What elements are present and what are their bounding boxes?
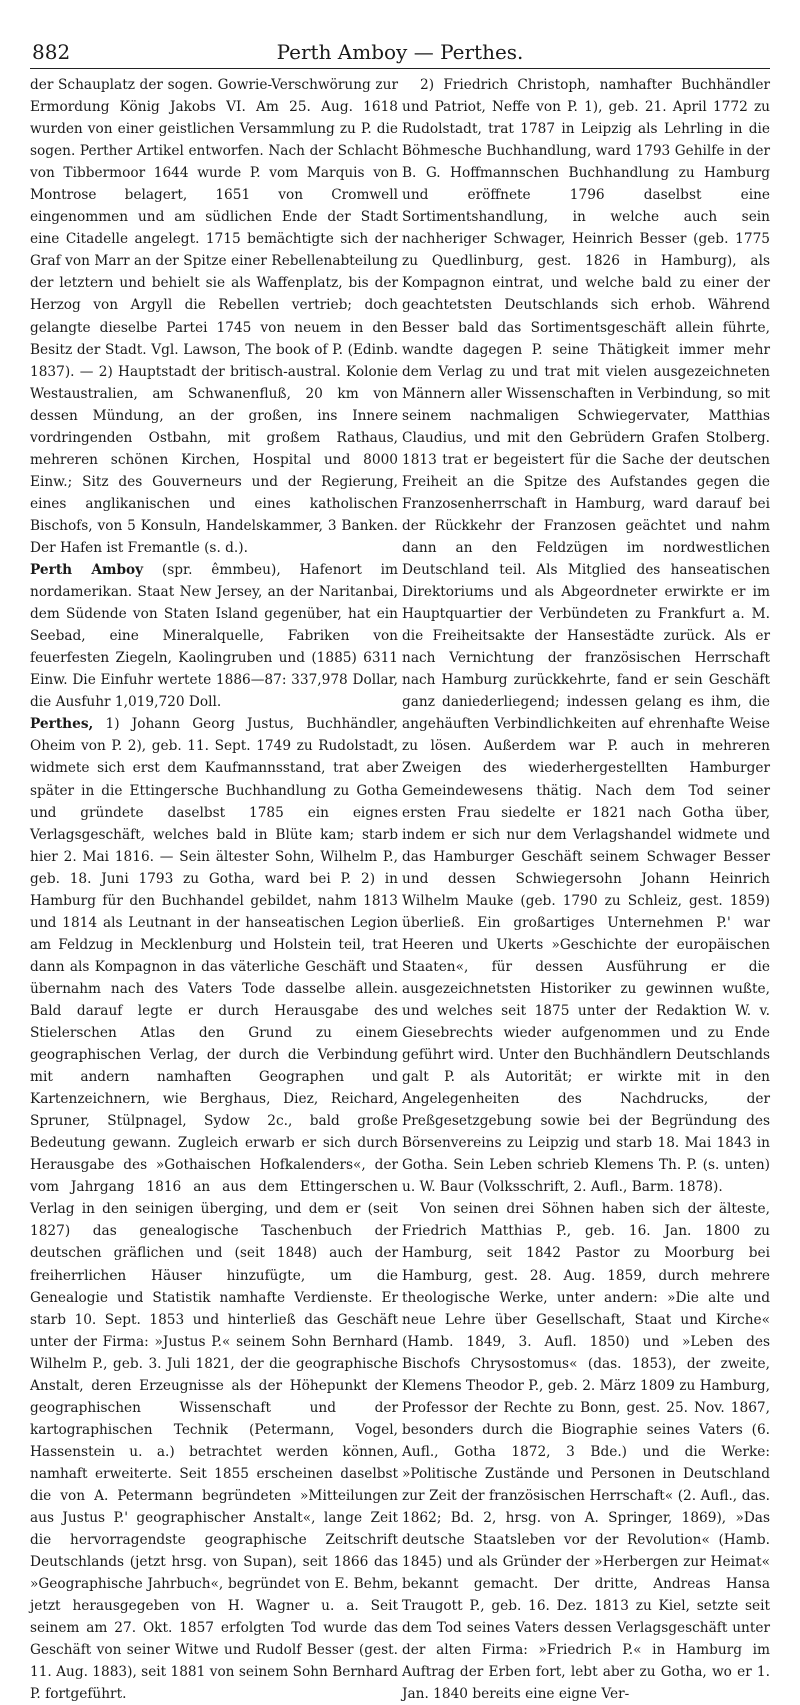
running-head: Perth Amboy — Perthes. — [276, 40, 524, 64]
left-column — [30, 74, 398, 1703]
paragraph-sons: Von seinen drei Söhnen haben sich der älteste, Friedrich Matthias P., geb. 16. Jan. 1800 zu Hamburg, seit 1842 Pastor zu Moorburg bei Hamburg, gest. 28. Aug. 1859, durch mehrere theologische Werke, unter andern: »Die alte und neue Lehre über Gesellschaft, Staat und Kirche« (Hamb. 1849, 3. Aufl. 1850) und »Leben des Bischofs Chrysostomus« (das. 1853), der zweite, Klemens Theodor P., geb. 2. März 1809 zu Hamburg, Professor der Rechte zu Bonn, gest. 25. Nov. 1867, besonders durch die Biographie seines Vaters (6. Aufl., Gotha 1872, 3 Bde.) und die Werke: »Politische Zustände und Personen in Deutschland zur Zeit der französischen Herrschaft« (2. Aufl., das. 1862; Bd. 2, hrsg. von A. Springer, 1869), »Das deutsche Staatsleben vor der Revolution« (Hamb. 1845) und als Gründer der »Herbergen zur Heimat« bekannt gemacht. Der dritte, Andreas Hansa Traugott P., geb. 16. Dez. 1813 zu Kiel, setzte seit dem Tod seines Vaters dessen Verlagsgeschäft unter der alten Firma: »Friedrich P.« in Hamburg im Auftrag der Erben fort, lebt aber zu Gotha, wo er 1. Jan. 1840 bereits eine eigne Ver- — [402, 1201, 770, 1703]
right-column — [402, 74, 770, 1703]
page-number: 882 — [32, 40, 71, 64]
paragraph-perth-continued: der Schauplatz der sogen. Gowrie-Verschwörung zur Ermordung König Jakobs VI. Am 25. Aug. 1618 wurden von einer geistlichen Versammlung zu P. die sogen. Perther Artikel entworfen. Nach der Schlacht von Tibbermoor 1644 wurde P. vom Marquis von Montrose belagert, 1651 von Cromwell eingenommen und am südlichen Ende der Stadt eine Citadelle angelegt. 1715 bemächtigte sich der Graf von Marr an der Spitze einer Rebellenabteilung der letztern und behielt sie als Waffenplatz, bis der Herzog von Argyll die Rebellen vertrieb; doch gelangte dieselbe Partei 1745 von neuem in den Besitz der Stadt. Vgl. Lawson, The book of P. (Edinb. 1837). — 2) Hauptstadt der britisch-austral. Kolonie Westaustralien, am Schwanenfluß, 20 km von dessen Mündung, an der großen, ins Innere vordringenden Ostbahn, mit großem Rathaus, mehreren schönen Kirchen, Hospital und 8000 Einw.; Sitz des Gouverneurs und der Regierung, eines anglikanischen und eines katholischen Bischofs, von 5 Konsuln, Handelskammer, 3 Banken. Der Hafen ist Fremantle (s. d.). — [30, 77, 398, 556]
entry-perthes — [30, 713, 398, 1705]
headword-perthes: Perthes, — [30, 716, 94, 733]
page-header — [30, 38, 770, 69]
entry-perth-amboy-text: (spr. êmmbeu), Hafenort im nordamerikan. Staat New Jersey, an der Naritanbai, dem Südende von Staten Island gegenüber, hat ein Seebad, eine Mineralquelle, Fabriken von feuerfesten Ziegeln, Kaolingruben und (1885) 6311 Einw. Die Einfuhr wertete 1886—87: 337,978 Dollar, die Ausfuhr 1,019,720 Doll. — [30, 562, 398, 711]
headword-perth-amboy: Perth Amboy — [30, 562, 144, 579]
paragraph-friedrich-christoph: 2) Friedrich Christoph, namhafter Buchhändler und Patriot, Neffe von P. 1), geb. 21. April 1772 zu Rudolstadt, trat 1787 in Leipzig als Lehrling in die Böhmesche Buchhandlung, ward 1793 Gehilfe in der B. G. Hoffmannschen Buchhandlung zu Hamburg und eröffnete 1796 daselbst eine Sortimentshandlung, in welche auch sein nachheriger Schwager, Heinrich Besser (geb. 1775 zu Quedlinburg, gest. 1826 in Hamburg), als Kompagnon eintrat, und welche bald zu einer der geachtetsten Deutschlands sich erhob. Während Besser bald das Sortimentsgeschäft allein führte, wandte dagegen P. seine Thätigkeit immer mehr dem Verlag zu und trat mit vielen ausgezeichneten Männern aller Wissenschaften in Verbindung, so mit seinem nachmaligen Schwiegervater, Matthias Claudius, und mit den Gebrüdern Grafen Stolberg. 1813 trat er begeistert für die Sache der deutschen Freiheit an die Spitze des Aufstandes gegen die Franzosenherrschaft in Hamburg, ward darauf bei der Rückkehr der Franzosen geächtet und nahm dann an den Feldzügen im nordwestlichen Deutschland teil. Als Mitglied des hanseatischen Direktoriums und als Abgeordneter erwirkte er im Hauptquartier der Verbündeten zu Frankfurt a. M. die Freiheitsakte der Hansestädte zurück. Als er nach Vernichtung der französischen Herrschaft nach Hamburg zurückkehrte, fand er sein Geschäft ganz daniederliegend; indessen gelang es ihm, die angehäuften Verbindlichkeiten auf ehrenhafte Weise zu lösen. Außerdem war P. auch in mehreren Zweigen des wiederhergestellten Hamburger Gemeindewesens thätig. Nach dem Tod seiner ersten Frau siedelte er 1821 nach Gotha über, indem er sich nur dem Verlagshandel widmete und das Hamburger Geschäft seinem Schwager Besser und dessen Schwiegersohn Johann Heinrich Wilhelm Mauke (geb. 1790 zu Schleiz, gest. 1859) überließ. Ein großartiges Unternehmen P.' war Heeren und Ukerts »Geschichte der europäischen Staaten«, für dessen Ausführung er die ausgezeichnetsten Historiker zu gewinnen wußte, und welches seit 1875 unter der Redaktion W. v. Giesebrechts wieder aufgenommen und zu Ende geführt wird. Unter den Buchhändlern Deutschlands galt P. als Autorität; er wirkte mit in den Angelegenheiten des Nachdrucks, der Preßgesetzgebung sowie bei der Begründung des Börsenvereins zu Leipzig und starb 18. Mai 1843 in Gotha. Sein Leben schrieb Klemens Th. P. (s. unten) u. W. Baur (Volksschrift, 2. Aufl., Barm. 1878). — [402, 77, 770, 1196]
entry-perth-amboy — [30, 559, 398, 713]
entry-perthes-text: 1) Johann Georg Justus, Buchhändler, Oheim von P. 2), geb. 11. Sept. 1749 zu Rudolstadt, widmete sich erst dem Kaufmannsstand, trat aber später in die Ettingersche Buchhandlung zu Gotha und gründete daselbst 1785 ein eignes Verlagsgeschäft, welches bald in Blüte kam; starb hier 2. Mai 1816. — Sein ältester Sohn, Wilhelm P., geb. 18. Juni 1793 zu Gotha, ward bei P. 2) in Hamburg für den Buchhandel gebildet, nahm 1813 und 1814 als Leutnant in der hanseatischen Legion am Feldzug in Mecklenburg und Holstein teil, trat dann als Kompagnon in das väterliche Geschäft und übernahm nach des Vaters Tode dasselbe allein. Bald darauf legte er durch Herausgabe des Stielerschen Atlas den Grund zu einem geographischen Verlag, der durch die Verbindung mit andern namhaften Geographen und Kartenzeichnern, wie Berghaus, Diez, Reichard, Spruner, Stülpnagel, Sydow 2c., bald große Bedeutung gewann. Zugleich erwarb er sich durch Herausgabe des »Gothaischen Hofkalenders«, der vom Jahrgang 1816 an aus dem Ettingerschen Verlag in den seinigen überging, und dem er (seit 1827) das genealogische Taschenbuch der deutschen gräflichen und (seit 1848) auch der freiherrlichen Häuser hinzufügte, um die Genealogie und Statistik namhafte Verdienste. Er starb 10. Sept. 1853 und hinterließ das Geschäft unter der Firma: »Justus P.« seinem Sohn Bernhard Wilhelm P., geb. 3. Juli 1821, der die geographische Anstalt, deren Erzeugnisse als der Höhepunkt der geographischen Wissenschaft und der kartographischen Technik (Petermann, Vogel, Hassenstein u. a.) betrachtet werden können, namhaft erweiterte. Seit 1855 erscheinen daselbst die von A. Petermann begründeten »Mitteilungen aus Justus P.' geographischer Anstalt«, lange Zeit die hervorragendste geographische Zeitschrift Deutschlands (jetzt hrsg. von Supan), seit 1866 das »Geographische Jahrbuch«, begründet von E. Behm, jetzt herausgegeben von H. Wagner u. a. Seit seinem am 27. Okt. 1857 erfolgten Tod wurde das Geschäft von seiner Witwe und Rudolf Besser (gest. 11. Aug. 1883), seit 1881 von seinem Sohn Bernhard P. fortgeführt. — [30, 716, 398, 1703]
